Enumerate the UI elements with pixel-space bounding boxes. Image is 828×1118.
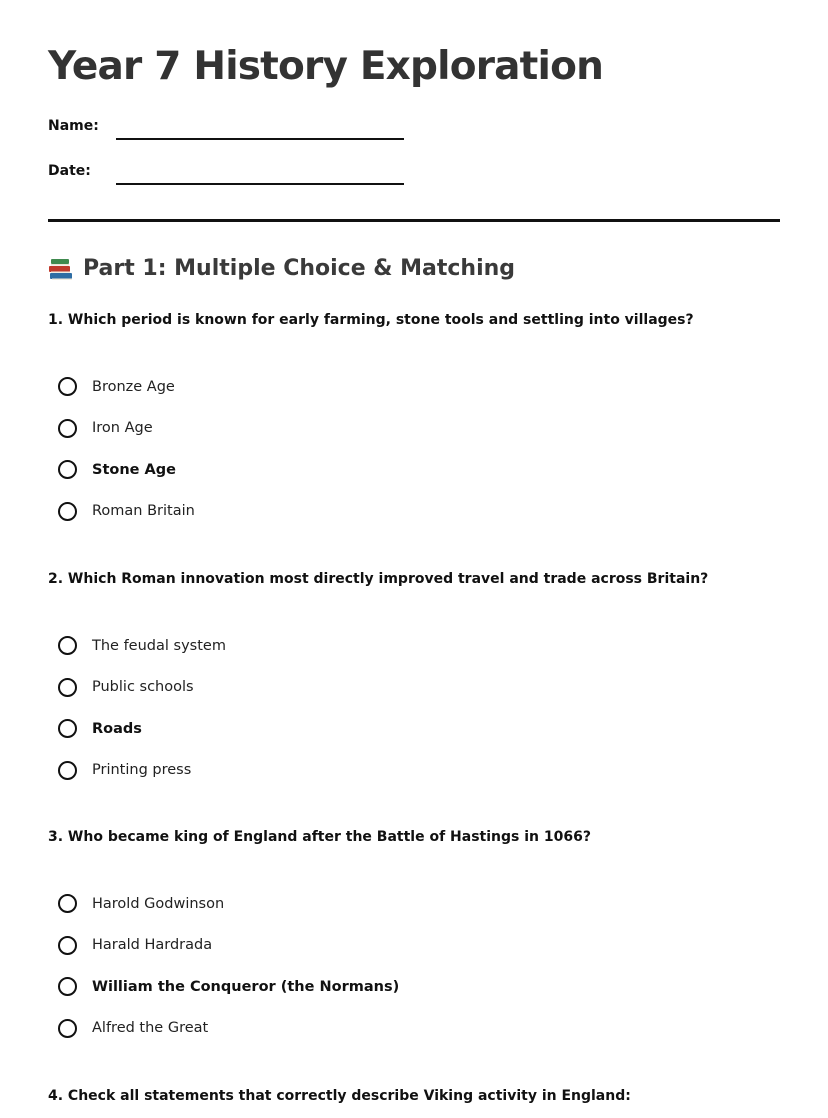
- option-public-schools[interactable]: [58, 667, 226, 709]
- option-roads[interactable]: [58, 708, 226, 750]
- date-field[interactable]: [48, 163, 408, 193]
- option-iron-age[interactable]: [58, 408, 195, 450]
- option-feudal-system[interactable]: [58, 625, 226, 667]
- radio-button[interactable]: [58, 761, 77, 780]
- answer-options: [58, 883, 399, 1049]
- radio-button[interactable]: [58, 977, 77, 996]
- radio-button[interactable]: [58, 1019, 77, 1038]
- option-william-the-conqueror[interactable]: [58, 966, 399, 1008]
- question-4: [48, 1088, 780, 1104]
- section-title: Part 1: Multiple Choice & Matching: [83, 256, 516, 281]
- option-label: Bronze Age: [92, 378, 175, 395]
- radio-button[interactable]: [58, 936, 77, 955]
- date-label: Date:: [48, 163, 91, 179]
- radio-button[interactable]: [58, 419, 77, 438]
- option-roman-britain[interactable]: [58, 491, 195, 533]
- question-text: 4. Check all statements that correctly describe Viking activity in England:: [48, 1088, 631, 1104]
- books-icon: [48, 257, 74, 281]
- option-harald-hardrada[interactable]: [58, 925, 399, 967]
- name-field[interactable]: [48, 118, 408, 148]
- radio-button[interactable]: [58, 678, 77, 697]
- radio-button[interactable]: [58, 636, 77, 655]
- page-title: Year 7 History Exploration: [48, 44, 604, 89]
- option-label: Public schools: [92, 679, 194, 696]
- option-label: Iron Age: [92, 420, 153, 437]
- question-text: 2. Which Roman innovation most directly improved travel and trade across Britain?: [48, 571, 709, 587]
- radio-button[interactable]: [58, 719, 77, 738]
- option-label: Roman Britain: [92, 503, 195, 520]
- question-3: [48, 829, 780, 1037]
- option-label: Harold Godwinson: [92, 895, 225, 912]
- option-stone-age[interactable]: [58, 449, 195, 491]
- date-input-line[interactable]: [116, 183, 404, 185]
- option-printing-press[interactable]: [58, 750, 226, 792]
- option-harold-godwinson[interactable]: [58, 883, 399, 925]
- radio-button[interactable]: [58, 502, 77, 521]
- option-label: Printing press: [92, 762, 192, 779]
- answer-options: [58, 366, 195, 532]
- section-heading: [48, 256, 515, 281]
- option-label: The feudal system: [92, 637, 226, 654]
- header-divider: [48, 219, 780, 222]
- radio-button[interactable]: [58, 460, 77, 479]
- option-label: William the Conqueror (the Normans): [92, 978, 400, 995]
- option-label: Harald Hardrada: [92, 937, 213, 954]
- name-label: Name:: [48, 118, 99, 134]
- option-label: Stone Age: [92, 461, 176, 478]
- name-input-line[interactable]: [116, 138, 404, 140]
- question-text: 3. Who became king of England after the Battle of Hastings in 1066?: [48, 829, 591, 845]
- option-bronze-age[interactable]: [58, 366, 195, 408]
- option-label: Alfred the Great: [92, 1020, 209, 1037]
- question-text: 1. Which period is known for early farming, stone tools and settling into villages?: [48, 312, 694, 328]
- option-label: Roads: [92, 720, 142, 737]
- radio-button[interactable]: [58, 377, 77, 396]
- question-2: [48, 571, 780, 779]
- answer-options: [58, 625, 226, 791]
- question-1: [48, 312, 780, 520]
- option-alfred-the-great[interactable]: [58, 1008, 399, 1050]
- radio-button[interactable]: [58, 894, 77, 913]
